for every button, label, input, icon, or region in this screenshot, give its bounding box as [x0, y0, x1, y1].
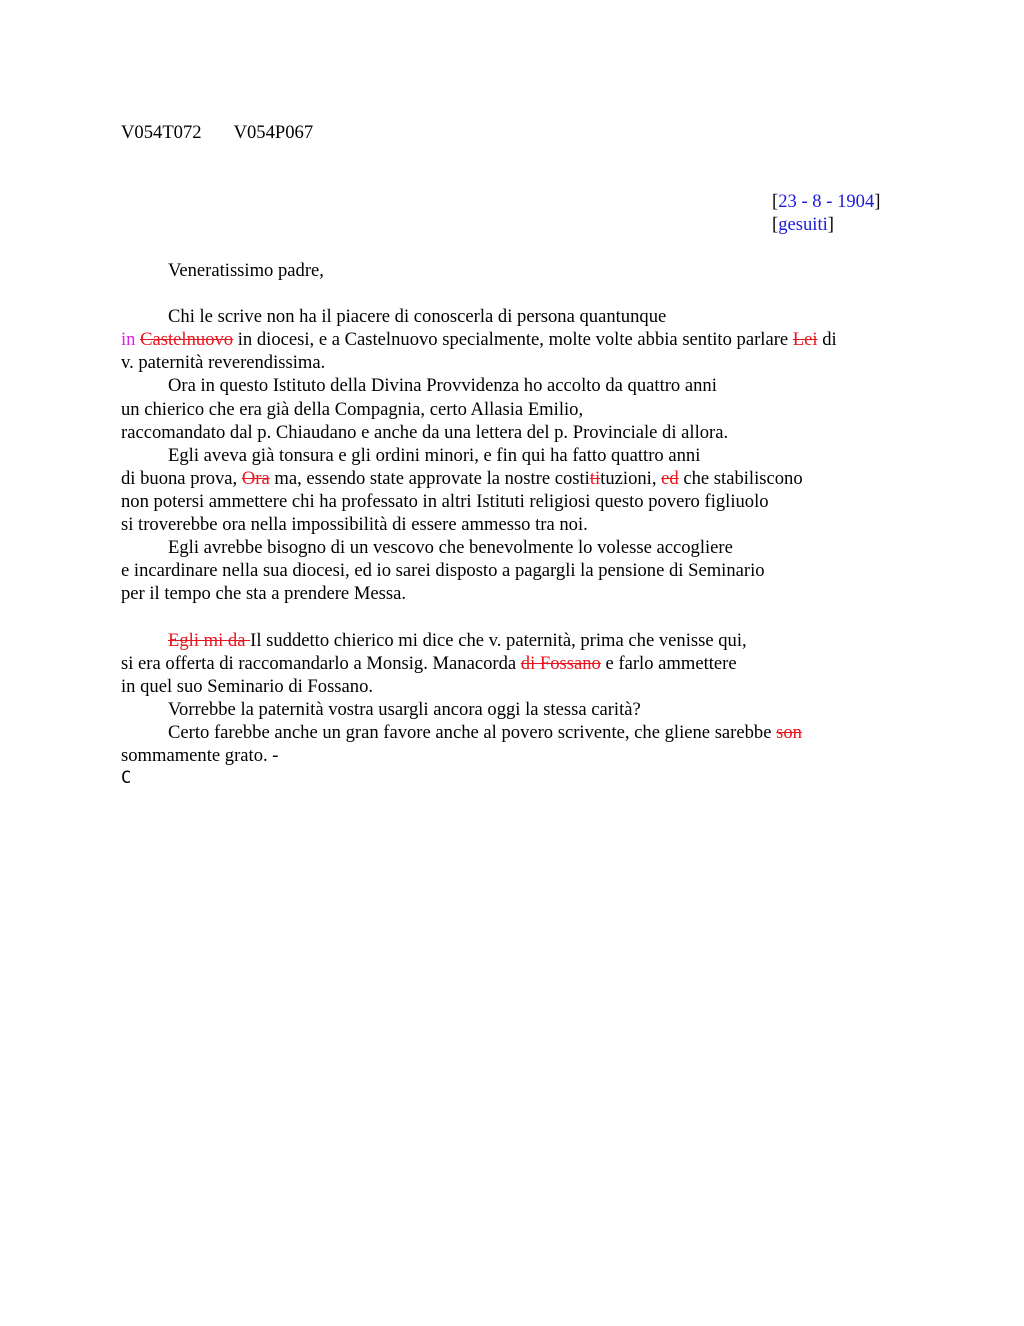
- text-segment: che stabiliscono: [678, 467, 803, 489]
- paragraph-1-line-1: Chi le scrive non ha il piacere di conoscerla di persona quantunque: [168, 306, 667, 328]
- blank-line: [121, 282, 911, 305]
- deletion: ed: [661, 467, 679, 489]
- text-segment: di buona prova,: [121, 467, 242, 489]
- paragraph-1-line-2: [121, 328, 911, 351]
- letter-body: [121, 259, 911, 790]
- deletion: Ora: [241, 467, 270, 489]
- paragraph-2-line-2: un chierico che era già della Compagnia, certo Allasia Emilio,: [121, 398, 584, 420]
- paragraph-5-line-2: [121, 652, 911, 675]
- letter-date: 23 - 8 - 1904: [778, 191, 875, 212]
- recipient-line: [gesuiti]: [772, 214, 834, 235]
- text-segment: di: [817, 329, 837, 351]
- paragraph-2-line-3: raccomandato dal p. Chiaudano e anche da una lettera del p. Provinciale di allora.: [121, 421, 729, 443]
- editorial-metadata: [772, 190, 880, 236]
- paragraph-2-line-1: Ora in questo Istituto della Divina Provvidenza ho accolto da quattro anni: [168, 375, 717, 397]
- paragraph-4-line-1: Egli avrebbe bisogno di un vescovo che benevolmente lo volesse accogliere: [168, 537, 733, 559]
- paragraph-3-line-4: si troverebbe ora nella impossibilità di essere ammesso tra noi.: [121, 514, 588, 536]
- paragraph-7-line-2: sommamente grato. -: [121, 744, 279, 766]
- insertion: in: [121, 329, 136, 351]
- text-segment: si era offerta di raccomandarlo a Monsig. Manacorda: [121, 652, 521, 674]
- text-segment: ma, essendo state approvate la nostre costi: [269, 467, 590, 489]
- text-segment: Il suddetto chierico mi dice che v. paternità, prima che venisse qui,: [250, 629, 747, 651]
- page-id: V054P067: [233, 122, 314, 143]
- paragraph-4-line-2: e incardinare nella sua diocesi, ed io sarei disposto a pagargli la pensione di Seminario: [121, 560, 765, 582]
- paragraph-3-line-2: [121, 467, 911, 490]
- salutation: Veneratissimo padre,: [168, 260, 324, 281]
- paragraph-3-line-3: non potersi ammettere chi ha professato in altri Istituti religiosi questo povero figliuolo: [121, 490, 769, 512]
- paragraph-1-line-3: v. paternità reverendissima.: [121, 352, 326, 374]
- date-line: [23 - 8 - 1904]: [772, 191, 881, 212]
- deletion: son: [776, 721, 802, 743]
- deletion: Castelnuovo: [140, 329, 234, 351]
- deletion: di Fossano: [520, 652, 601, 674]
- text-segment: in diocesi, e a Castelnuovo specialmente, molte volte abbia sentito parlare: [233, 329, 793, 351]
- paragraph-7-line-1: [121, 721, 911, 744]
- paragraph-3-line-1: Egli aveva già tonsura e gli ordini minori, e fin qui ha fatto quattro anni: [168, 444, 701, 466]
- signature-mark: C: [121, 768, 132, 789]
- text-segment: e farlo ammettere: [600, 652, 737, 674]
- text-id: V054T072: [121, 122, 202, 143]
- paragraph-5-line-1: [121, 629, 911, 652]
- blank-line: [121, 605, 911, 628]
- deletion: Egli mi da: [168, 629, 251, 651]
- paragraph-4-line-3: per il tempo che sta a prendere Messa.: [121, 583, 406, 605]
- deletion: ti: [589, 467, 601, 489]
- text-segment: tuzioni,: [600, 467, 662, 489]
- letter-recipient: gesuiti: [778, 214, 828, 235]
- document-identifiers: [121, 121, 313, 144]
- paragraph-6-line-1: Vorrebbe la paternità vostra usargli ancora oggi la stessa carità?: [168, 698, 641, 720]
- text-segment: Certo farebbe anche un gran favore anche al povero scrivente, che gliene sarebbe: [168, 721, 777, 743]
- deletion: Lei: [792, 329, 818, 351]
- paragraph-5-line-3: in quel suo Seminario di Fossano.: [121, 675, 374, 697]
